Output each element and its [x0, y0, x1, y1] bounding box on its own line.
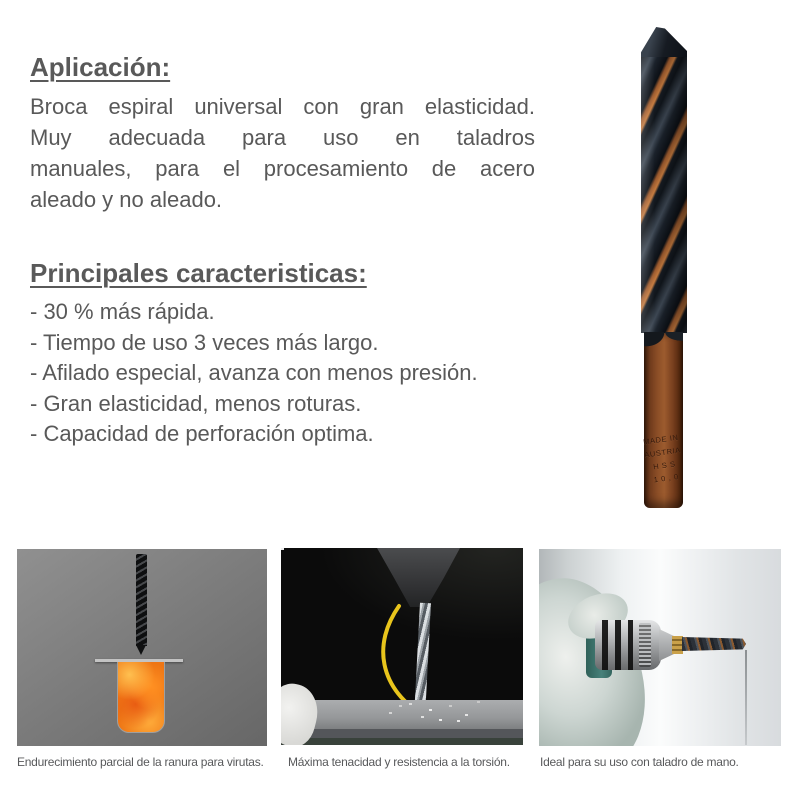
feature-item: - 30 % más rápida.	[30, 299, 215, 324]
stamp-line: AUSTRIA	[643, 445, 682, 460]
mini-drill-tip	[136, 645, 146, 655]
flute-runout	[663, 332, 683, 345]
application-body-line: Broca espiral universal con gran elasticidad.	[30, 94, 535, 119]
workbench	[281, 738, 523, 745]
photo-caption: Ideal para su uso con taladro de mano.	[540, 755, 739, 769]
application-body-line: aleado y no aleado.	[30, 187, 223, 212]
feature-item: - Afilado especial, avanza con menos presión.	[30, 360, 478, 385]
mini-drill-bit	[136, 554, 147, 646]
demo-photo-torsion	[281, 548, 523, 745]
features-section	[30, 258, 535, 450]
drill-flutes	[641, 57, 687, 333]
metal-plate-edge	[281, 729, 523, 738]
feature-item: - Gran elasticidad, menos roturas.	[30, 390, 362, 416]
application-body-line: Muy adecuada para uso en taladros	[30, 125, 535, 150]
photo-caption: Endurecimiento parcial de la ranura para virutas.	[17, 755, 264, 769]
feature-item: - Capacidad de perforación optima.	[30, 421, 374, 446]
stamp-line: 1 0 , 0	[653, 472, 680, 485]
stamp-line: MADE IN	[642, 432, 679, 447]
photo-caption: Máxima tenacidad y resistencia a la torsión.	[288, 755, 510, 769]
horizontal-drill-bit	[682, 637, 746, 651]
hand-drill-chuck	[595, 620, 661, 670]
heated-flute-block	[117, 662, 165, 733]
application-body-line: manuales, para el procesamiento de acero	[30, 156, 535, 181]
chuck-spindle	[672, 636, 683, 654]
feature-item: - Tiempo de uso 3 veces más largo.	[30, 329, 379, 355]
drill-shank	[644, 333, 683, 508]
demo-photo-hand-drill	[539, 549, 781, 746]
application-section	[30, 52, 535, 215]
wall-corner-line	[745, 650, 747, 745]
product-photo-drill-bit	[641, 27, 687, 508]
application-heading: Aplicación:	[30, 52, 171, 82]
drill-tip	[641, 27, 687, 57]
chuck-knurling	[639, 623, 651, 667]
metal-chips	[281, 548, 284, 550]
stamp-text	[637, 430, 691, 488]
stamp-line: H S S	[652, 459, 677, 472]
features-heading: Principales caracteristicas:	[30, 258, 367, 288]
demo-photo-hardening	[17, 549, 267, 746]
